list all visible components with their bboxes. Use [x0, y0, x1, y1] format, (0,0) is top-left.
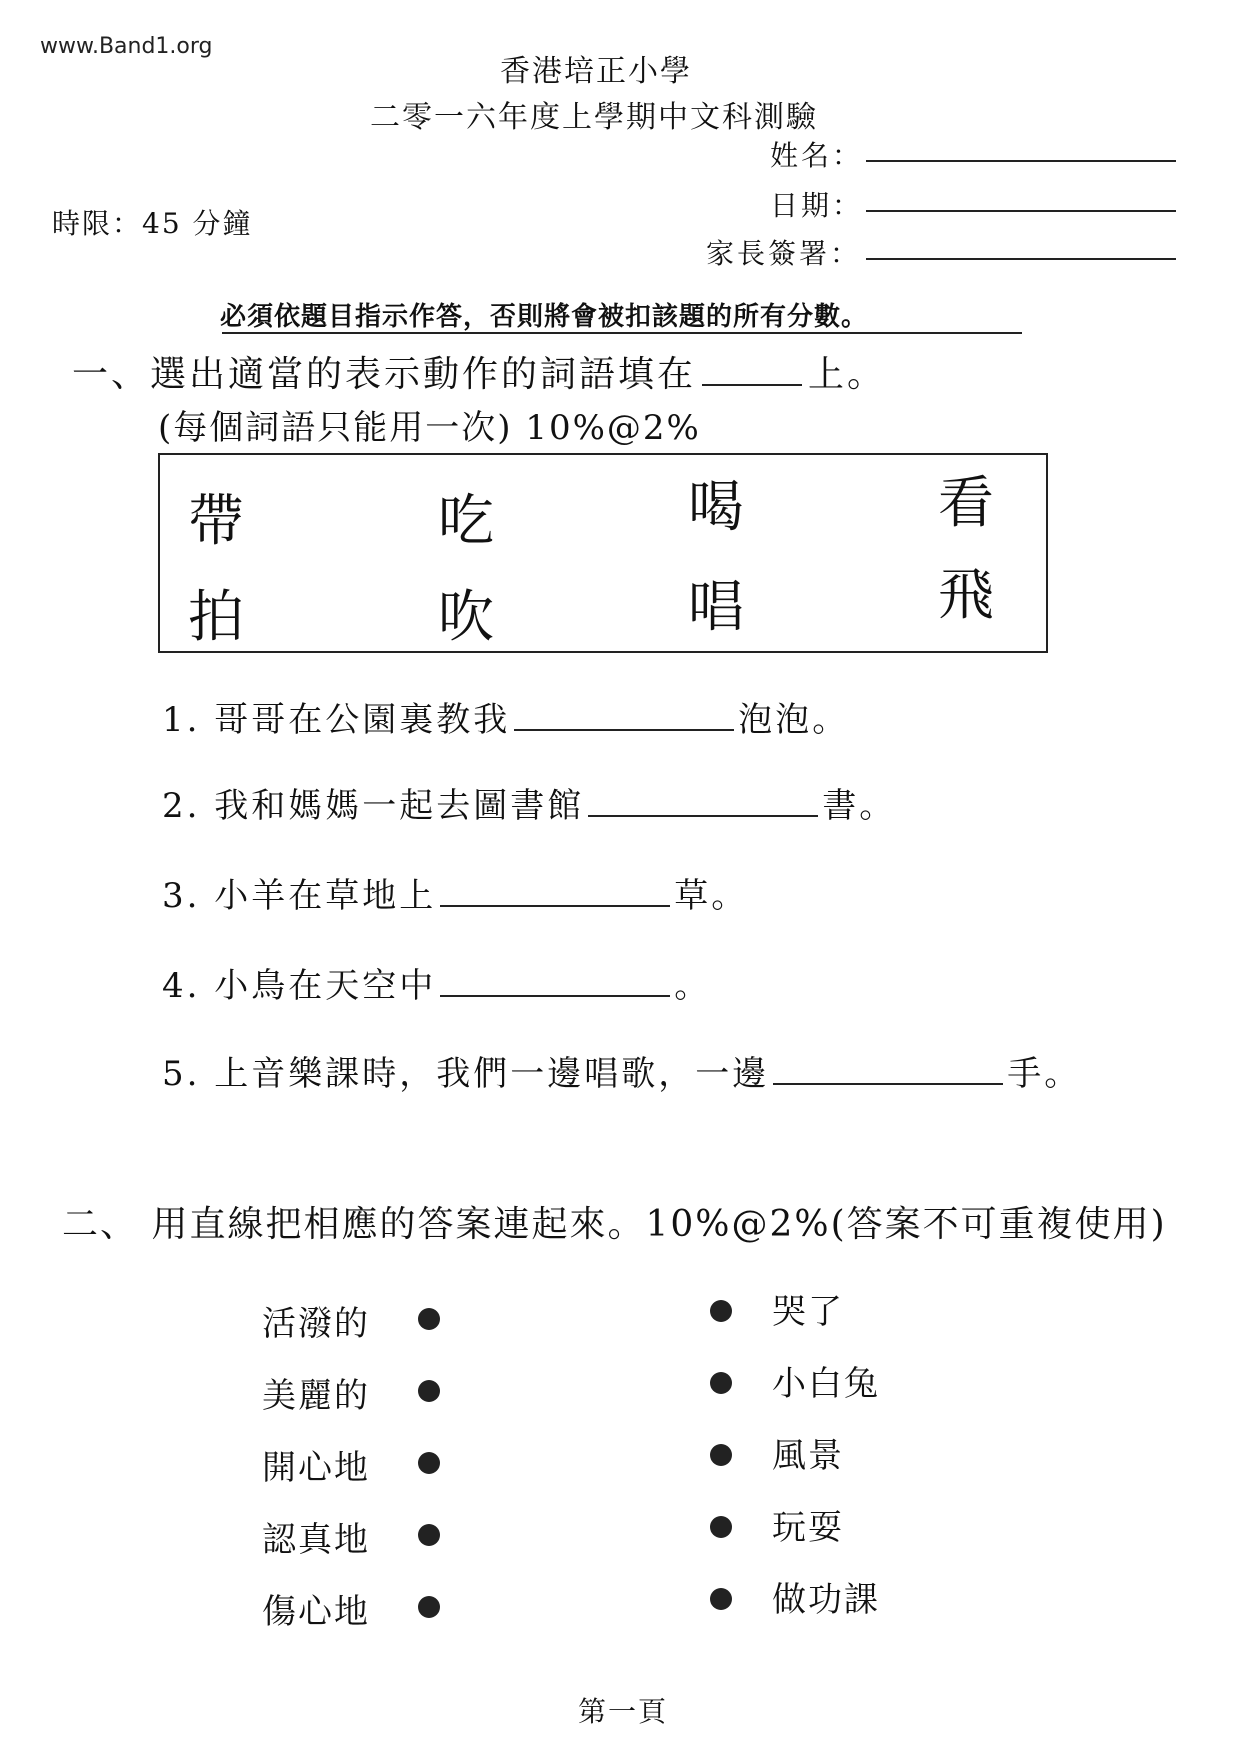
word-option: 飛 [938, 563, 994, 628]
match-left-dot[interactable] [418, 1380, 440, 1402]
question-ending: 草。 [674, 876, 749, 916]
instruction-underline [222, 332, 1022, 334]
word-option: 帶 [188, 489, 244, 554]
match-left-item: 活潑的 [262, 1304, 370, 1344]
word-box [158, 453, 1048, 653]
match-right-dot[interactable] [710, 1444, 732, 1466]
section1-subtitle: (每個詞語只能用一次) 10%@2% [158, 408, 701, 448]
match-right-item: 風景 [772, 1436, 844, 1476]
question-number: 3. [162, 876, 201, 916]
word-option: 吃 [438, 489, 494, 554]
answer-blank[interactable] [514, 697, 734, 731]
section1-title [72, 346, 886, 397]
answer-blank[interactable] [588, 783, 818, 817]
match-right-dot[interactable] [710, 1372, 732, 1394]
word-option: 拍 [188, 585, 244, 650]
watermark: www.Band1.org [40, 34, 213, 59]
question-text: 哥哥在公園裏教我 [214, 700, 511, 740]
match-right-item: 哭了 [772, 1292, 844, 1332]
question-number: 2. [162, 786, 201, 826]
question-text: 小鳥在天空中 [214, 966, 437, 1006]
question-5 [162, 1046, 1081, 1095]
question-text: 我和媽媽一起去圖書館 [214, 786, 585, 826]
word-option: 唱 [688, 575, 744, 640]
signature-line[interactable] [866, 258, 1176, 260]
question-ending: 書。 [822, 786, 897, 826]
answer-blank[interactable] [440, 963, 670, 997]
match-left-dot[interactable] [418, 1308, 440, 1330]
school-name: 香港培正小學 [500, 54, 692, 89]
match-left-item: 開心地 [262, 1448, 370, 1488]
page-number: 第一頁 [578, 1695, 669, 1728]
question-number: 1. [162, 700, 201, 740]
match-left-dot[interactable] [418, 1596, 440, 1618]
section1-title-blank [702, 354, 802, 386]
name-line[interactable] [866, 160, 1176, 162]
date-label: 日期： [770, 189, 864, 222]
word-option: 吹 [438, 585, 494, 650]
date-line[interactable] [866, 210, 1176, 212]
match-left-item: 美麗的 [262, 1376, 370, 1416]
question-ending: 手。 [1007, 1054, 1082, 1094]
signature-label: 家長簽署： [706, 237, 862, 270]
question-text: 上音樂課時，我們一邊唱歌，一邊 [214, 1054, 770, 1094]
question-3 [162, 868, 748, 917]
question-ending: 泡泡。 [738, 700, 850, 740]
question-number: 4. [162, 966, 201, 1006]
exam-title: 二零一六年度上學期中文科測驗 [370, 100, 818, 135]
match-right-dot[interactable] [710, 1516, 732, 1538]
match-left-item: 傷心地 [262, 1592, 370, 1632]
section1-title-suffix: 上。 [808, 354, 887, 395]
question-1 [162, 692, 849, 741]
match-right-item: 玩耍 [772, 1508, 844, 1548]
match-right-dot[interactable] [710, 1588, 732, 1610]
instruction: 必須依題目指示作答，否則將會被扣該題的所有分數。 [220, 302, 869, 332]
match-left-dot[interactable] [418, 1452, 440, 1474]
name-label: 姓名： [770, 139, 864, 172]
answer-blank[interactable] [440, 873, 670, 907]
match-right-item: 小白兔 [772, 1364, 880, 1404]
match-right-dot[interactable] [710, 1300, 732, 1322]
answer-blank[interactable] [773, 1051, 1003, 1085]
match-right-item: 做功課 [772, 1580, 880, 1620]
word-option: 喝 [688, 475, 744, 540]
section2-title: 二、 用直線把相應的答案連起來。10%@2%(答案不可重複使用) [62, 1204, 1167, 1245]
match-left-item: 認真地 [262, 1520, 370, 1560]
section1-title-prefix: 一、選出適當的表示動作的詞語填在 [72, 354, 697, 395]
question-ending: 。 [674, 966, 712, 1006]
time-limit: 時限：45 分鐘 [52, 207, 253, 240]
question-number: 5. [162, 1054, 201, 1094]
match-left-dot[interactable] [418, 1524, 440, 1546]
question-4 [162, 958, 711, 1007]
question-text: 小羊在草地上 [214, 876, 437, 916]
word-option: 看 [938, 471, 994, 536]
question-2 [162, 778, 896, 827]
